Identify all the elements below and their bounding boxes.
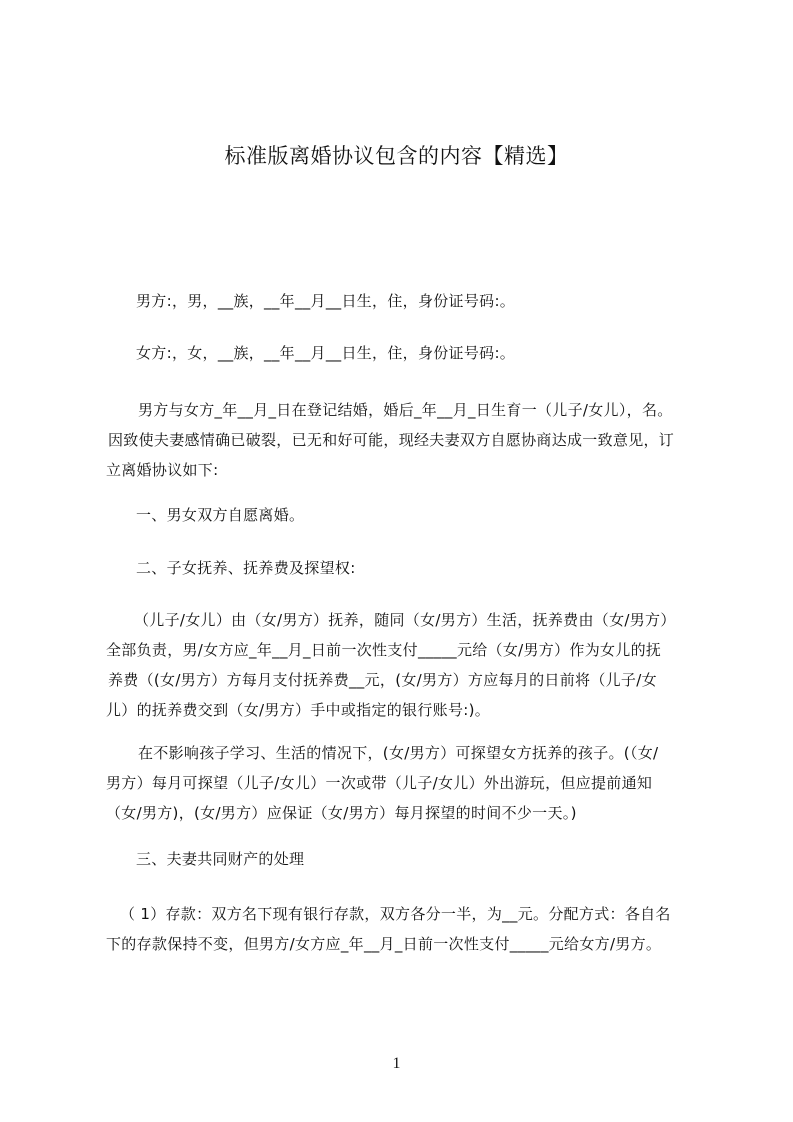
paragraph-savings xyxy=(106,899,696,959)
paragraph-child-custody xyxy=(106,605,696,725)
text-line: 立离婚协议如下: xyxy=(106,461,219,479)
paragraph-female-party xyxy=(106,338,696,368)
text-line: 二、子女抚养、抚养费及探望权: xyxy=(136,559,356,577)
text-line: （儿子/女儿）由（女/男方）抚养，随同（女/男方）生活，抚养费由（女/男方） xyxy=(134,611,676,629)
text-line: 在不影响孩子学习、生活的情况下，(女/男方）可探望女方抚养的孩子。(（女/ xyxy=(138,744,659,762)
text-line: 因致使夫妻感情确已破裂，已无和好可能，现经夫妻双方自愿协商达成一致意见，订 xyxy=(108,431,675,449)
text-line: 男方）每月可探望（儿子/女儿）一次或带（儿子/女儿）外出游玩，但应提前通知 xyxy=(106,774,653,792)
paragraph-male-party xyxy=(106,286,696,316)
text-line: 男方与女方_年__月_日在登记结婚，婚后_年__月_日生育一（儿子/女儿），名。 xyxy=(138,401,673,419)
text-line: 下的存款保持不变，但男方/女方应_年__月_日前一次性支付_____元给女方/男方。 xyxy=(106,935,662,953)
paragraph-marriage-background xyxy=(106,395,696,485)
text-line: 养费（(女/男方）方每月支付抚养费__元，(女/男方）方应每月的日前将（儿子/女 xyxy=(108,671,657,689)
paragraph-visitation xyxy=(106,738,696,828)
text-line: （ 1）存款：双方名下现有银行存款，双方各分一半，为__元。分配方式：各自名 xyxy=(120,905,671,923)
text-line: 男方:，男，__族，__年__月__日生，住，身份证号码:。 xyxy=(136,292,516,310)
text-line: 三、夫妻共同财产的处理 xyxy=(136,850,305,868)
text-line: （女/男方)，(女/男方）应保证（女/男方）每月探望的时间不少一天。) xyxy=(106,804,577,822)
text-line: 全部负责，男/女方应_年__月_日前一次性支付_____元给（女/男方）作为女儿的抚 xyxy=(106,641,662,659)
page-number: 1 xyxy=(392,1055,401,1072)
section-heading-2 xyxy=(106,553,696,583)
section-heading-3 xyxy=(106,844,696,874)
text-line: 一、男女双方自愿离婚。 xyxy=(136,506,305,524)
section-heading-1 xyxy=(106,500,696,530)
text-line: 女方:，女，__族，__年__月__日生，住，身份证号码:。 xyxy=(136,344,516,362)
text-line: 儿）的抚养费交到（女/男方）手中或指定的银行账号:)。 xyxy=(106,701,491,719)
document-title: 标准版离婚协议包含的内容【精选】 xyxy=(224,144,569,168)
